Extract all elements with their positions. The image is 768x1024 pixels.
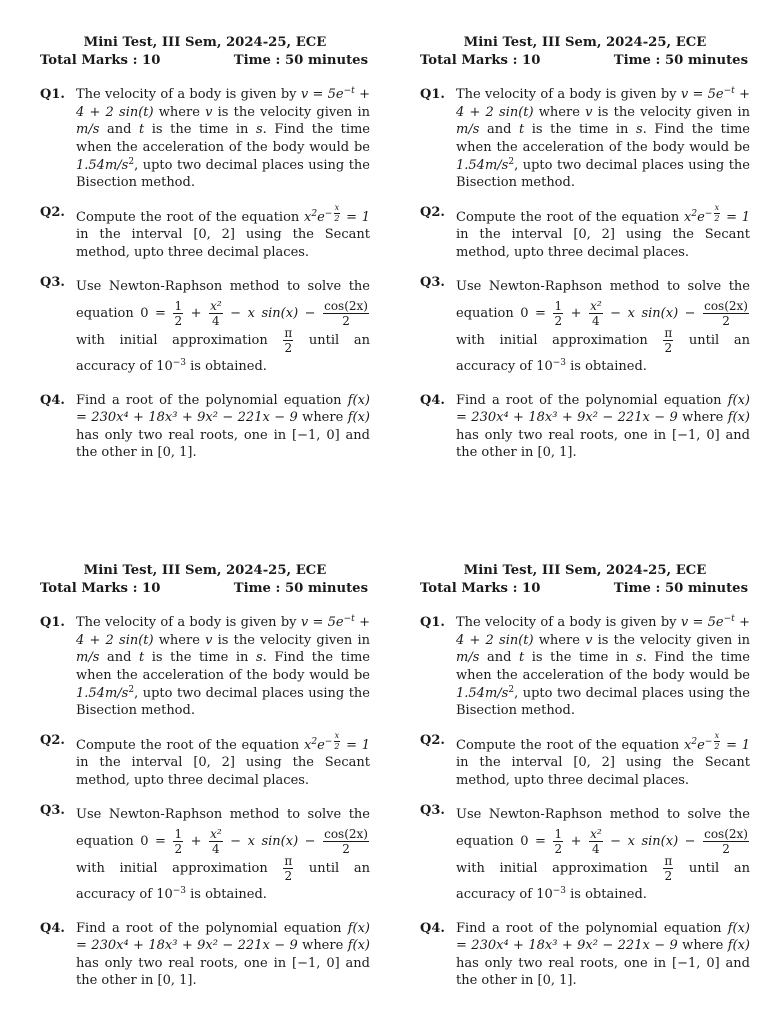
fraction-pi-over-2: $\frac{\pi}{2}$ bbox=[284, 853, 293, 883]
time-limit: Time : 50 minutes bbox=[233, 52, 368, 68]
polynomial-equation: f(x) = 230x⁴ + 18x³ + 9x² − 221x − 9 bbox=[456, 392, 750, 426]
velocity-equation: $v = 5e^{-t} + 4 + 2$ sin(t) bbox=[76, 86, 370, 120]
question-3 bbox=[420, 802, 750, 908]
question-4 bbox=[40, 392, 370, 462]
question-4 bbox=[40, 920, 370, 990]
question-text: The velocity of a body is given by $v = 5e^{-t} + 4 + 2$ sin(t) where v is the velocity given in m/s and t is the time in s. Find the time when the acceleration of the body would be $1.54m/s^2$, upto two decimal places using the Bisection method. bbox=[456, 86, 751, 191]
newton-equation: 0 = $\frac{1}{2}$ + $\frac{\text{x²}}{4}$ − x sin(x) − $\frac{\cos(2x)}{2}$ bbox=[140, 298, 368, 328]
question-number: Q1. bbox=[40, 87, 65, 103]
header-meta bbox=[420, 52, 750, 70]
question-number: Q2. bbox=[40, 732, 65, 748]
fraction-half: $\frac{1}{2}$ bbox=[174, 298, 183, 328]
question-text: Use Newton-Raphson method to solve the equation 0 = $\frac{1}{2}$ + $\frac{\text{x²}}{4}$ − x sin(x) − $\frac{\cos(2x)}{2}$ with initial approximation $\frac{\pi}{2}$ until an accuracy of $10^{-3}$ is obtained. bbox=[76, 806, 370, 902]
question-2 bbox=[420, 732, 750, 790]
total-marks: Total Marks : 10 bbox=[420, 52, 541, 68]
exponent-fraction: $\frac{x}{2}$ bbox=[334, 730, 340, 751]
question-number: Q1. bbox=[40, 615, 65, 631]
question-text: Find a root of the polynomial equation f(x) = 230x⁴ + 18x³ + 9x² − 221x − 9 where f(x) has only two real roots, one in [−1, 0] and the other in [0, 1]. bbox=[76, 920, 370, 989]
question-text: Find a root of the polynomial equation f(x) = 230x⁴ + 18x³ + 9x² − 221x − 9 where f(x) has only two real roots, one in [−1, 0] and the other in [0, 1]. bbox=[76, 392, 370, 461]
question-2 bbox=[40, 732, 370, 790]
question-list bbox=[40, 86, 370, 462]
fraction-cos: $\frac{\cos(2x)}{2}$ bbox=[704, 298, 748, 328]
question-text: Find a root of the polynomial equation f(x) = 230x⁴ + 18x³ + 9x² − 221x − 9 where f(x) has only two real roots, one in [−1, 0] and the other in [0, 1]. bbox=[456, 920, 750, 989]
root-equation: $x^2e^{- \frac{x}{2}}$ = 1 bbox=[303, 202, 370, 225]
root-equation: $x^2e^{- \frac{x}{2}}$ = 1 bbox=[683, 202, 750, 225]
question-3 bbox=[40, 274, 370, 380]
question-text: The velocity of a body is given by $v = 5e^{-t} + 4 + 2$ sin(t) where v is the velocity given in m/s and t is the time in s. Find the time when the acceleration of the body would be $1.54m/s^2$, upto two decimal places using the Bisection method. bbox=[76, 86, 371, 191]
question-2 bbox=[420, 204, 750, 262]
question-number: Q4. bbox=[420, 920, 445, 936]
question-number: Q1. bbox=[420, 87, 445, 103]
question-text: Use Newton-Raphson method to solve the equation 0 = $\frac{1}{2}$ + $\frac{\text{x²}}{4}$ − x sin(x) − $\frac{\cos(2x)}{2}$ with initial approximation $\frac{\pi}{2}$ until an accuracy of $10^{-3}$ is obtained. bbox=[456, 806, 750, 902]
question-2 bbox=[40, 204, 370, 262]
velocity-equation: $v = 5e^{-t} + 4 + 2$ sin(t) bbox=[456, 614, 750, 648]
polynomial-equation: f(x) = 230x⁴ + 18x³ + 9x² − 221x − 9 bbox=[76, 920, 370, 954]
question-1 bbox=[40, 86, 370, 192]
fraction-half: $\frac{1}{2}$ bbox=[554, 826, 563, 856]
question-4 bbox=[420, 392, 750, 462]
question-text: The velocity of a body is given by $v = 5e^{-t} + 4 + 2$ sin(t) where v is the velocity given in m/s and t is the time in s. Find the time when the acceleration of the body would be $1.54m/s^2$, upto two decimal places using the Bisection method. bbox=[76, 614, 371, 719]
time-limit: Time : 50 minutes bbox=[613, 580, 748, 596]
question-number: Q3. bbox=[420, 802, 445, 818]
test-copy-top-right bbox=[420, 34, 750, 462]
question-list bbox=[420, 86, 750, 462]
question-number: Q4. bbox=[420, 392, 445, 408]
question-1 bbox=[420, 614, 750, 720]
question-number: Q4. bbox=[40, 392, 65, 408]
exponent-fraction: $\frac{x}{2}$ bbox=[714, 730, 720, 751]
question-text: Compute the root of the equation $x^2e^{- \frac{x}{2}}$ = 1 in the interval [0, 2] using the Secant method, upto three decimal places. bbox=[76, 202, 370, 260]
fraction-half: $\frac{1}{2}$ bbox=[554, 298, 563, 328]
fraction-cos: $\frac{\cos(2x)}{2}$ bbox=[324, 826, 368, 856]
question-number: Q3. bbox=[40, 802, 65, 818]
question-text: Compute the root of the equation $x^2e^{- \frac{x}{2}}$ = 1 in the interval [0, 2] using the Secant method, upto three decimal places. bbox=[456, 202, 750, 260]
total-marks: Total Marks : 10 bbox=[420, 580, 541, 596]
root-equation: $x^2e^{- \frac{x}{2}}$ = 1 bbox=[683, 730, 750, 753]
total-marks: Total Marks : 10 bbox=[40, 52, 161, 68]
header-title: Mini Test, III Sem, 2024-25, ECE bbox=[463, 563, 707, 578]
fraction-pi-over-2: $\frac{\pi}{2}$ bbox=[664, 325, 673, 355]
question-text: Compute the root of the equation $x^2e^{- \frac{x}{2}}$ = 1 in the interval [0, 2] using the Secant method, upto three decimal places. bbox=[76, 730, 370, 788]
question-1 bbox=[420, 86, 750, 192]
question-4 bbox=[420, 920, 750, 990]
fraction-half: $\frac{1}{2}$ bbox=[174, 826, 183, 856]
question-list bbox=[40, 614, 370, 990]
test-copy-bottom-right bbox=[420, 562, 750, 990]
fraction-pi-over-2: $\frac{\pi}{2}$ bbox=[664, 853, 673, 883]
newton-equation: 0 = $\frac{1}{2}$ + $\frac{\text{x²}}{4}$ − x sin(x) − $\frac{\cos(2x)}{2}$ bbox=[520, 298, 748, 328]
question-text: Use Newton-Raphson method to solve the equation 0 = $\frac{1}{2}$ + $\frac{\text{x²}}{4}$ − x sin(x) − $\frac{\cos(2x)}{2}$ with initial approximation $\frac{\pi}{2}$ until an accuracy of $10^{-3}$ is obtained. bbox=[456, 278, 750, 374]
exponent-fraction: $\frac{x}{2}$ bbox=[714, 202, 720, 223]
polynomial-equation: f(x) = 230x⁴ + 18x³ + 9x² − 221x − 9 bbox=[76, 392, 370, 426]
time-limit: Time : 50 minutes bbox=[613, 52, 748, 68]
question-text: Find a root of the polynomial equation f(x) = 230x⁴ + 18x³ + 9x² − 221x − 9 where f(x) has only two real roots, one in [−1, 0] and the other in [0, 1]. bbox=[456, 392, 750, 461]
header-title: Mini Test, III Sem, 2024-25, ECE bbox=[83, 35, 327, 50]
header-title: Mini Test, III Sem, 2024-25, ECE bbox=[463, 35, 707, 50]
polynomial-equation: f(x) = 230x⁴ + 18x³ + 9x² − 221x − 9 bbox=[456, 920, 750, 954]
question-number: Q3. bbox=[40, 274, 65, 290]
question-text: Use Newton-Raphson method to solve the equation 0 = $\frac{1}{2}$ + $\frac{\text{x²}}{4}$ − x sin(x) − $\frac{\cos(2x)}{2}$ with initial approximation $\frac{\pi}{2}$ until an accuracy of $10^{-3}$ is obtained. bbox=[76, 278, 370, 374]
time-limit: Time : 50 minutes bbox=[233, 580, 368, 596]
test-copy-bottom-left bbox=[40, 562, 370, 990]
question-number: Q1. bbox=[420, 615, 445, 631]
question-list bbox=[420, 614, 750, 990]
question-number: Q2. bbox=[420, 732, 445, 748]
question-text: The velocity of a body is given by $v = 5e^{-t} + 4 + 2$ sin(t) where v is the velocity given in m/s and t is the time in s. Find the time when the acceleration of the body would be $1.54m/s^2$, upto two decimal places using the Bisection method. bbox=[456, 614, 751, 719]
question-3 bbox=[40, 802, 370, 908]
fraction-x2-over-4: $\frac{\text{x²}}{4}$ bbox=[210, 298, 222, 328]
header-meta bbox=[420, 580, 750, 598]
newton-equation: 0 = $\frac{1}{2}$ + $\frac{\text{x²}}{4}$ − x sin(x) − $\frac{\cos(2x)}{2}$ bbox=[140, 826, 368, 856]
fraction-x2-over-4: $\frac{\text{x²}}{4}$ bbox=[590, 298, 602, 328]
question-text: Compute the root of the equation $x^2e^{- \frac{x}{2}}$ = 1 in the interval [0, 2] using the Secant method, upto three decimal places. bbox=[456, 730, 750, 788]
fraction-x2-over-4: $\frac{\text{x²}}{4}$ bbox=[210, 826, 222, 856]
velocity-equation: $v = 5e^{-t} + 4 + 2$ sin(t) bbox=[456, 86, 750, 120]
fraction-pi-over-2: $\frac{\pi}{2}$ bbox=[284, 325, 293, 355]
fraction-x2-over-4: $\frac{\text{x²}}{4}$ bbox=[590, 826, 602, 856]
header-meta bbox=[40, 52, 370, 70]
question-number: Q2. bbox=[420, 204, 445, 220]
newton-equation: 0 = $\frac{1}{2}$ + $\frac{\text{x²}}{4}$ − x sin(x) − $\frac{\cos(2x)}{2}$ bbox=[520, 826, 748, 856]
fraction-cos: $\frac{\cos(2x)}{2}$ bbox=[704, 826, 748, 856]
exponent-fraction: $\frac{x}{2}$ bbox=[334, 202, 340, 223]
question-1 bbox=[40, 614, 370, 720]
question-3 bbox=[420, 274, 750, 380]
question-number: Q2. bbox=[40, 204, 65, 220]
velocity-equation: $v = 5e^{-t} + 4 + 2$ sin(t) bbox=[76, 614, 370, 648]
header-title: Mini Test, III Sem, 2024-25, ECE bbox=[83, 563, 327, 578]
total-marks: Total Marks : 10 bbox=[40, 580, 161, 596]
fraction-cos: $\frac{\cos(2x)}{2}$ bbox=[324, 298, 368, 328]
test-copy-top-left bbox=[40, 34, 370, 462]
question-number: Q4. bbox=[40, 920, 65, 936]
question-number: Q3. bbox=[420, 274, 445, 290]
header-meta bbox=[40, 580, 370, 598]
root-equation: $x^2e^{- \frac{x}{2}}$ = 1 bbox=[303, 730, 370, 753]
